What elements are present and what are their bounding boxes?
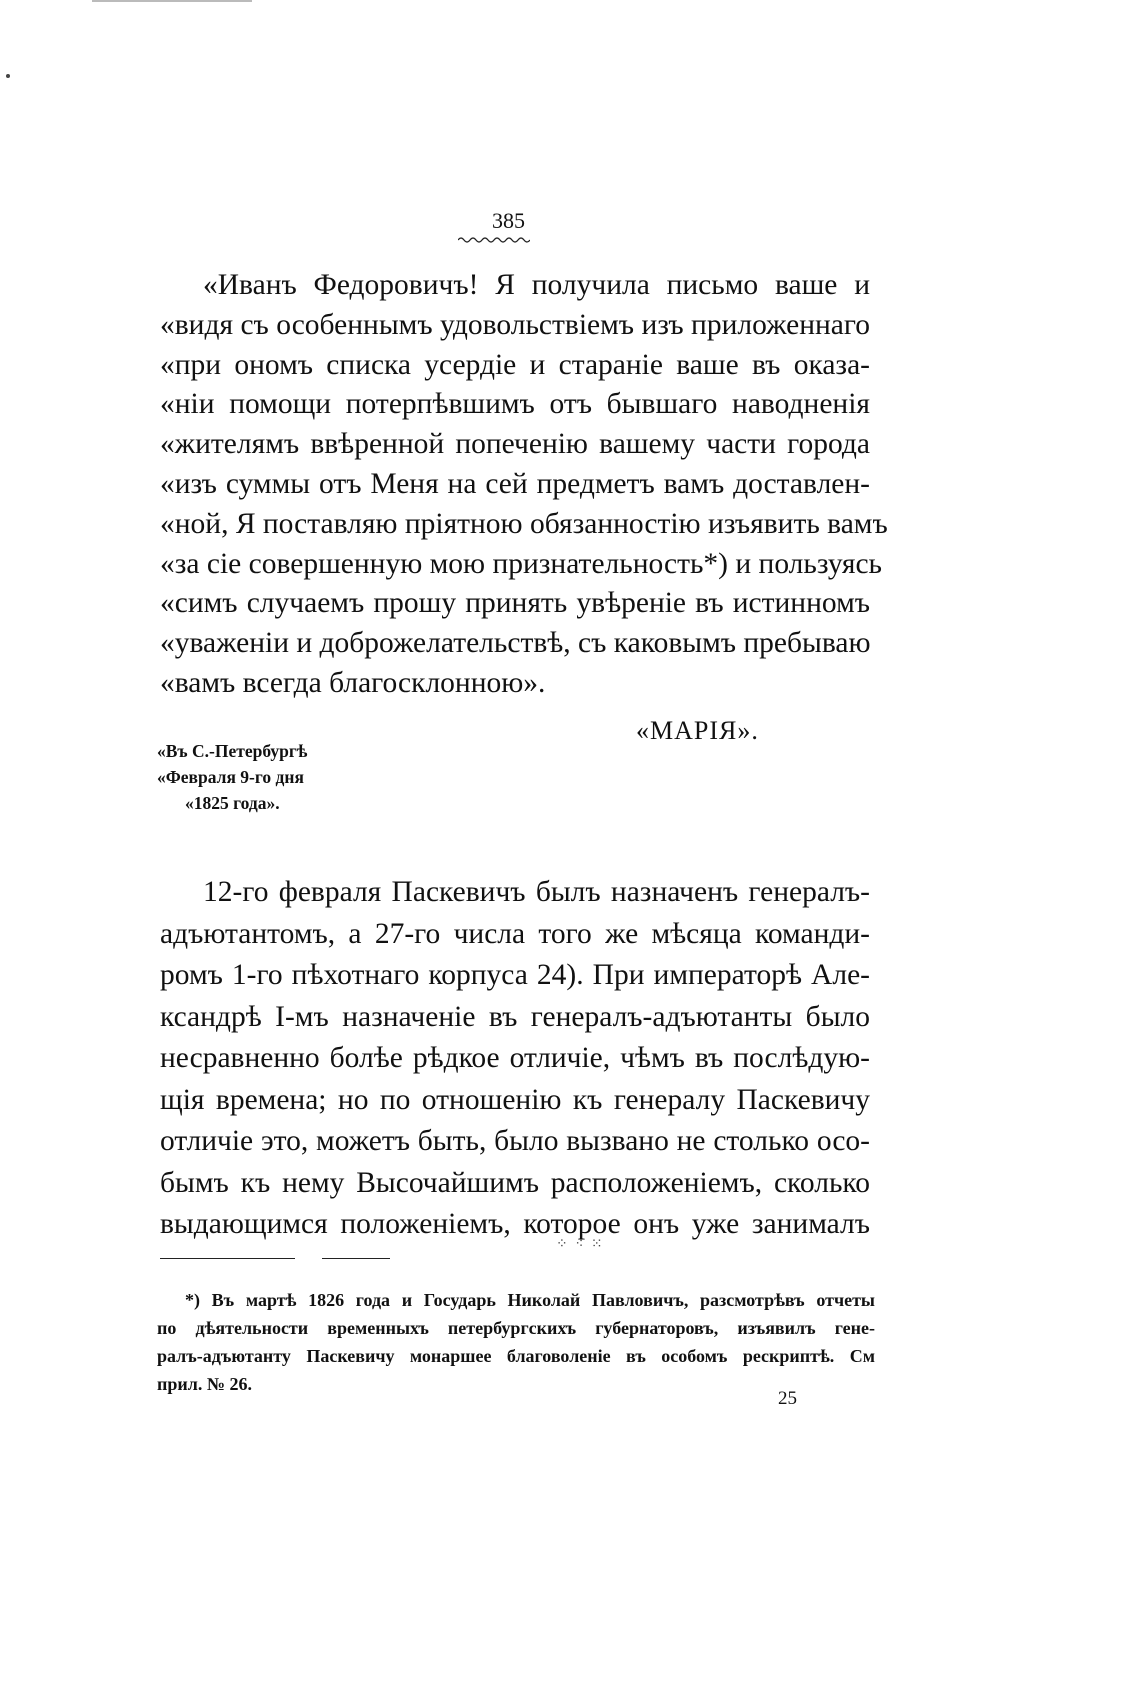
text-line: ксандрѣ I-мъ назначеніе въ генералъ-адъютанты было [160,1000,870,1033]
text-line: 12-го февраля Паскевичъ былъ назначенъ генералъ- [203,876,870,908]
letter-line: «за сіе совершенную мою признательность*) и пользуясь [160,547,883,580]
footnote-rule [160,1258,295,1259]
scan-smudge: ⁘ ⁖ ⁙ [556,1237,605,1252]
footnote-line: по дѣятельности временныхъ петербургскихъ губернаторовъ, изъявилъ гене- [157,1318,875,1338]
letter-line: «вамъ всегда благосклонною». [160,666,546,699]
page-number: 385 [492,208,525,233]
letter-line: «при ономъ списка усердіе и стараніе ваше въ оказа- [160,348,870,381]
letter-line: «жителямъ ввѣренной попеченію вашему части города [160,428,870,461]
letter-line: «Иванъ Федоровичъ! Я получила письмо ваше и [203,269,870,301]
letter-text [160,266,888,704]
scan-speck [6,74,10,78]
text-line: бымъ къ нему Высочайшимъ расположеніемъ, сколько [160,1166,870,1199]
text-line: выдающимся положеніемъ, которое онъ уже занималъ [160,1208,870,1240]
footnote-line: прил. № 26. [157,1374,252,1394]
text-line: отличіе это, можетъ быть, было вызвано не столько осо- [160,1125,870,1157]
footnote-line: *) Въ мартѣ 1826 года и Государь Николай Павловичъ, разсмотрѣвъ отчеты [185,1290,875,1310]
footnote [157,1286,875,1398]
letter-signature: «МАРІЯ». [636,716,759,745]
top-edge-rule [92,0,252,2]
year-line: «1825 года». [185,793,280,813]
footnote-rule-short [322,1258,390,1259]
letter-line: «изъ суммы отъ Меня на сей предметъ вамъ доставлен- [160,467,870,500]
letter-line: «ной, Я поставляю пріятною обязанностію изъявить вамъ [160,507,888,540]
letter-line: «симъ случаемъ прошу принять увѣреніе въ истинномъ [160,587,870,620]
printer-signature-mark: 25 [778,1388,797,1409]
page-number-ornament [458,236,530,244]
letter-line: «уваженіи и доброжелательствѣ, съ каковымъ пребываю [160,627,871,660]
text-line: ромъ 1-го пѣхотнаго корпуса 24). При императорѣ Але- [160,959,870,991]
place-line: «Въ С.-Петербургѣ [157,741,308,761]
main-paragraph [160,872,870,1246]
text-line: щія времена; но по отношенію къ генералу Паскевичу [160,1083,870,1116]
text-line: адъютантомъ, а 27-го числа того же мѣсяца команди- [160,917,870,950]
letter-line: «ніи помощи потерпѣвшимъ отъ бывшаго наводненія [160,388,870,421]
footnote-line: ралъ-адъютанту Паскевичу монаршее благоволеніе въ особомъ рескриптѣ. См [157,1346,875,1366]
date-line: «Февраля 9-го дня [157,767,304,787]
letter-line: «видя съ особеннымъ удовольствіемъ изъ приложеннаго [160,308,870,341]
letter-place-date [157,738,307,816]
text-line: несравненно болѣе рѣдкое отличіе, чѣмъ въ послѣдую- [160,1042,870,1074]
